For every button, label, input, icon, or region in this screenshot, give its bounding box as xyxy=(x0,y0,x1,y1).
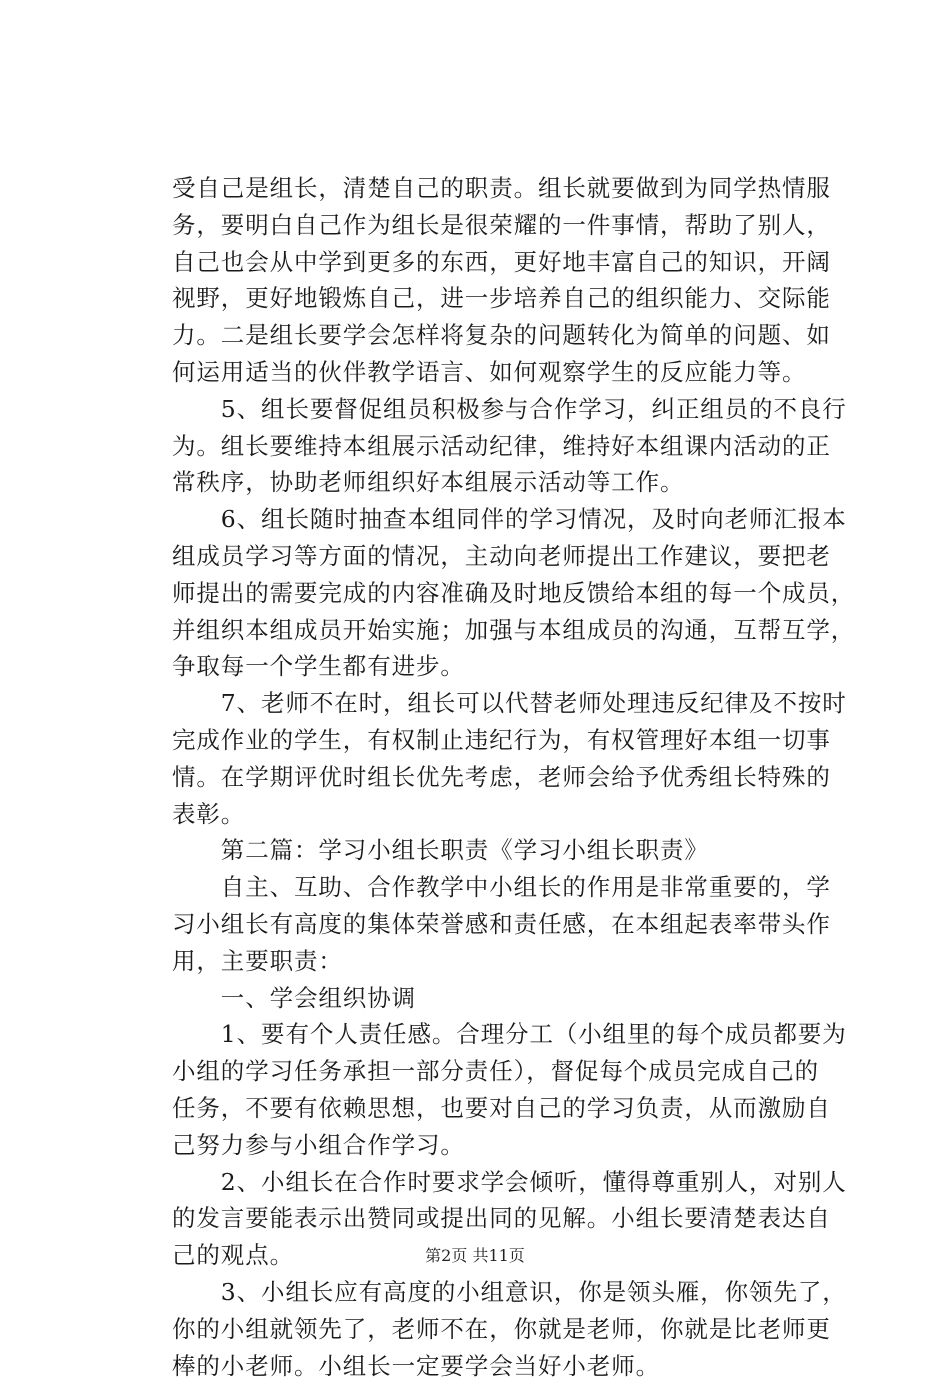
body-text xyxy=(172,170,832,1384)
text-line: 一、学会组织协调 xyxy=(172,980,832,1017)
text-line: 自己也会从中学到更多的东西，更好地丰富自己的知识，开阔 xyxy=(172,244,832,281)
text-line: 7、老师不在时，组长可以代替老师处理违反纪律及不按时 xyxy=(172,685,832,722)
text-line: 组成员学习等方面的情况，主动向老师提出工作建议，要把老 xyxy=(172,538,832,575)
text-line: 1、要有个人责任感。合理分工（小组里的每个成员都要为 xyxy=(172,1016,832,1053)
text-line: 小组的学习任务承担一部分责任），督促每个成员完成自己的 xyxy=(172,1053,832,1090)
text-line: 任务，不要有依赖思想，也要对自己的学习负责，从而激励自 xyxy=(172,1090,832,1127)
text-line: 为。组长要维持本组展示活动纪律，维持好本组课内活动的正 xyxy=(172,428,832,465)
text-line: 完成作业的学生，有权制止违纪行为，有权管理好本组一切事 xyxy=(172,722,832,759)
text-line: 力。二是组长要学会怎样将复杂的问题转化为简单的问题、如 xyxy=(172,317,832,354)
text-line: 受自己是组长，清楚自己的职责。组长就要做到为同学热情服 xyxy=(172,170,832,207)
text-line: 己的观点。 xyxy=(172,1237,832,1274)
text-line: 务，要明白自己作为组长是很荣耀的一件事情，帮助了别人， xyxy=(172,207,832,244)
text-line: 6、组长随时抽查本组同伴的学习情况，及时向老师汇报本 xyxy=(172,501,832,538)
text-line: 表彰。 xyxy=(172,796,832,833)
text-line: 棒的小老师。小组长一定要学会当好小老师。 xyxy=(172,1348,832,1384)
text-line: 第二篇：学习小组长职责《学习小组长职责》 xyxy=(172,832,832,869)
text-line: 用，主要职责： xyxy=(172,943,832,980)
text-line: 何运用适当的伙伴教学语言、如何观察学生的反应能力等。 xyxy=(172,354,832,391)
text-line: 5、组长要督促组员积极参与合作学习，纠正组员的不良行 xyxy=(172,391,832,428)
text-line: 情。在学期评优时组长优先考虑，老师会给予优秀组长特殊的 xyxy=(172,759,832,796)
text-line: 视野，更好地锻炼自己，进一步培养自己的组织能力、交际能 xyxy=(172,280,832,317)
text-line: 己努力参与小组合作学习。 xyxy=(172,1127,832,1164)
page-footer: 第2页 共11页 xyxy=(0,1246,950,1266)
text-line: 并组织本组成员开始实施；加强与本组成员的沟通，互帮互学， xyxy=(172,612,832,649)
text-line: 自主、互助、合作教学中小组长的作用是非常重要的，学 xyxy=(172,869,832,906)
text-line: 3、小组长应有高度的小组意识，你是领头雁，你领先了， xyxy=(172,1274,832,1311)
text-line: 2、小组长在合作时要求学会倾听，懂得尊重别人，对别人 xyxy=(172,1164,832,1201)
text-line: 的发言要能表示出赞同或提出同的见解。小组长要清楚表达自 xyxy=(172,1200,832,1237)
text-line: 习小组长有高度的集体荣誉感和责任感，在本组起表率带头作 xyxy=(172,906,832,943)
text-line: 师提出的需要完成的内容准确及时地反馈给本组的每一个成员， xyxy=(172,575,832,612)
text-line: 你的小组就领先了，老师不在，你就是老师，你就是比老师更 xyxy=(172,1311,832,1348)
text-line: 争取每一个学生都有进步。 xyxy=(172,648,832,685)
text-line: 常秩序，协助老师组织好本组展示活动等工作。 xyxy=(172,464,832,501)
